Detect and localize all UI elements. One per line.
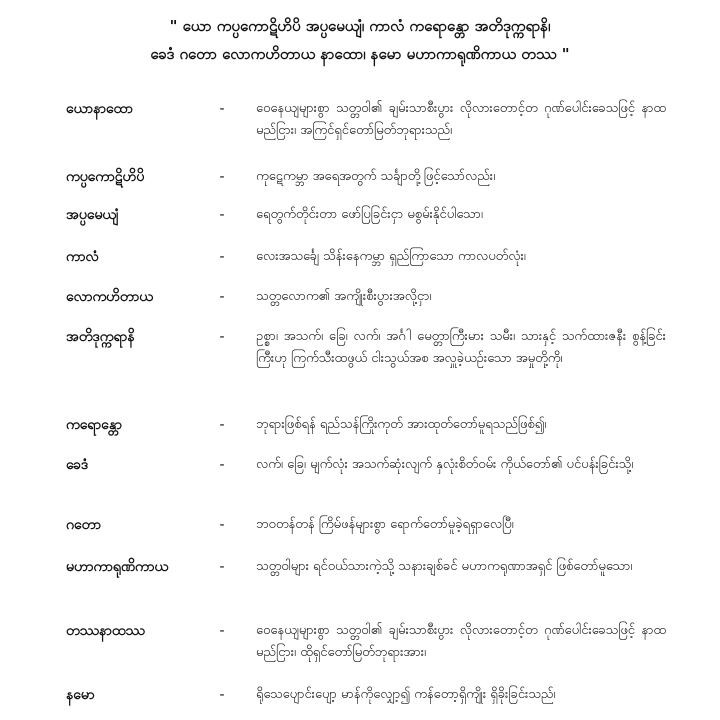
glossary-definition: ဥစ္စာ၊ အသက်၊ ခြေ၊ လက်၊ အင်္ဂါ မေတ္တာကြီးမား သမီး၊ သားနှင့် သက်ထားဇနီး စွန့်ခြင်းကြီးဟု ကြက်သီးထဖွယ် ငါးသွယ်အစ အလှူခဲ့ယဉ်းသော အမှုတို့ကို၊: [256, 329, 666, 366]
glossary-term: ကာလံ: [66, 249, 99, 265]
glossary-term: တဿနာထဿ: [66, 623, 145, 639]
separator-dash: -: [219, 329, 225, 345]
separator-dash: -: [219, 101, 225, 117]
separator-dash: -: [219, 289, 225, 305]
separator-dash: -: [219, 457, 225, 473]
glossary-term: အပ္ပမေယျံ: [66, 207, 119, 223]
glossary-definition: ဘဝတန်တန် ကြိမ်ဖန်များစွာ ရောက်တော်မူခဲ့ရရှာလေပြီ၊: [256, 517, 514, 532]
glossary-definition: ကုဋေကမ္ဘာ အရေအတွက် သင်္ချာတို့ဖြင့်သော်လည်း၊: [256, 169, 496, 184]
separator-dash: -: [219, 517, 225, 533]
glossary-term: ကရောန္တော: [66, 417, 122, 433]
verse-title-line-1: " ယော ကပ္ပကောဋိဟိပိ အပ္ပမေယျံ၊ ကာလံ ကရောန္တော အတိဒုက္ကရာနိ၊: [169, 17, 551, 35]
verse-title-line-2: ခေဒံ ဂတော လောကဟိတာယ နာထော၊ နမော မဟာကာရုဏိကာယ တဿ ": [150, 45, 570, 63]
glossary-term: အတိဒုက္ကရာနိ: [66, 329, 135, 345]
separator-dash: -: [219, 169, 225, 185]
separator-dash: -: [219, 207, 225, 223]
glossary-definition: ရိုသေပျောင်းပျော့ မာန်ကိုလျှော့၍ ကန်တော့ရှိကျိုး ရှိခိုးခြင်းသည်၊: [256, 687, 556, 702]
glossary-definition: ဝေနေယျများစွာ သတ္တဝါ၏ ချမ်းသာစီးပွား လိုလားတောင့်တ ဂုဏ်ပေါင်းခေသဖြင့် နာထမည်ငြား၊ ထိုရှင်တော်မြတ်ဘုရားအား၊: [256, 623, 666, 660]
glossary-definition: ရေတွက်တိုင်းတာ ဖော်ပြခြင်းငှာ မစွမ်းနိုင်ပါသော၊: [256, 207, 483, 222]
glossary-term: ကပ္ပကောဋိဟိပိ: [66, 169, 145, 185]
separator-dash: -: [219, 559, 225, 575]
glossary-term: ယောနာထော: [66, 101, 133, 117]
glossary-term: မဟာကာရုဏိကာယ: [66, 559, 169, 575]
glossary-term: ခေဒံ: [66, 457, 89, 473]
separator-dash: -: [219, 687, 225, 703]
glossary-definition: သတ္တဝါများ ရင်ဝယ်သားကဲ့သို့ သနားချစ်ခင် မဟာကရုဏာအရှင် ဖြစ်တော်မူသော၊: [256, 559, 633, 574]
glossary-definition: ဘုရားဖြစ်ရန် ရည်သန်ကြိုးကုတ် အားထုတ်တော်မူရသည်ဖြစ်၍၊: [256, 417, 547, 432]
glossary-term: ဂတော: [66, 517, 101, 533]
glossary-term: လောကဟိတာယ: [66, 289, 153, 305]
separator-dash: -: [219, 623, 225, 639]
glossary-term: နမော: [66, 687, 95, 703]
glossary-definition: လေးအသင်္ချေ သိန်းနေကမ္ဘာ ရှည်ကြာသော ကာလပတ်လုံး၊: [256, 249, 526, 264]
separator-dash: -: [219, 249, 225, 265]
glossary-definition: လက်၊ ခြေ၊ မျက်လုံး အသက်ဆုံးလျက် နှလုံးစိတ်ဝမ်း ကိုယ်တော်၏ ပင်ပန်းခြင်းသို့၊: [256, 457, 634, 472]
separator-dash: -: [219, 417, 225, 433]
glossary-definition: ဝေနေယျများစွာ သတ္တဝါ၏ ချမ်းသာစီးပွား လိုလားတောင့်တ ဂုဏ်ပေါင်းခေသဖြင့် နာထမည်ငြား၊ အကြင်ရှင်တော်မြတ်ဘုရားသည်၊: [256, 101, 666, 138]
glossary-definition: သတ္တလောက၏ အကျိုးစီးပွားအလို့ငှာ၊: [256, 289, 432, 304]
